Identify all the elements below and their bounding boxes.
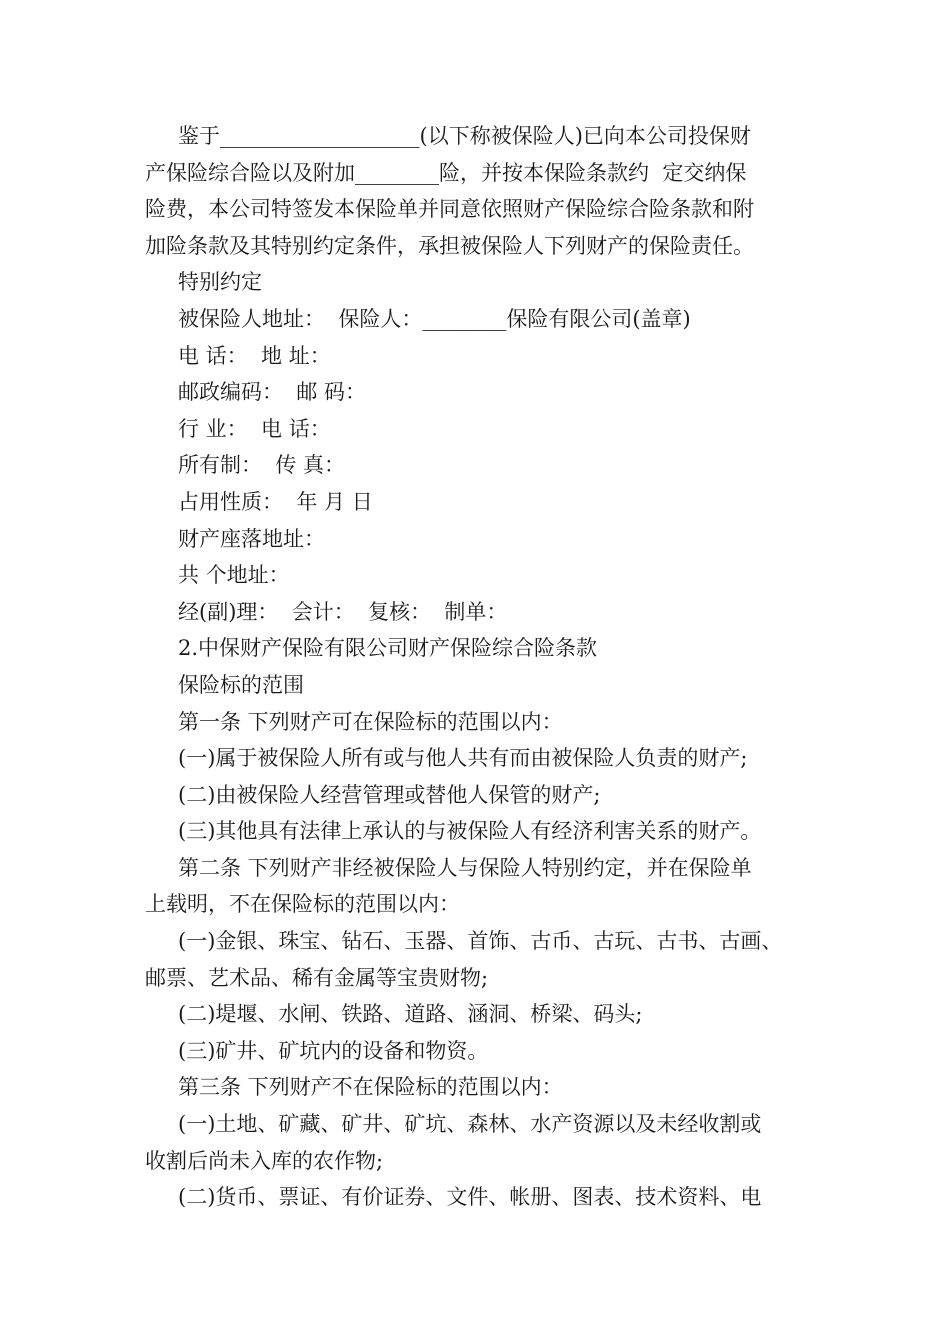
text-line: (二)由被保险人经营管理或替他人保管的财产; [178,782,601,807]
text-line: 行 业： 电 话： [178,416,331,441]
text-line: 共 个地址： [178,563,290,588]
text-line: 特别约定 [178,270,262,295]
text-line: 邮票、艺术品、稀有金属等宝贵财物; [145,965,489,990]
text-line: 鉴于___________________(以下称被保险人)已向本公司投保财 [178,124,751,148]
text-line: (二)货币、票证、有价证券、文件、帐册、图表、技术资料、电 [178,1185,762,1210]
text-line: (一)金银、珠宝、钻石、玉器、首饰、古币、古玩、古书、古画、 [178,929,783,954]
text-line: 收割后尚未入库的农作物; [145,1148,384,1173]
text-line: 第二条 下列财产非经被保险人与保险人特别约定，并在保险单 [178,855,752,880]
text-line: 加险条款及其特别约定条件，承担被保险人下列财产的保险责任。 [145,233,754,258]
text-line: 产保险综合险以及附加________险，并按本保险条款约 定交纳保 [145,160,747,185]
text-line: 上载明，不在保险标的范围以内： [145,892,460,917]
text-line: 所有制： 传 真： [178,453,346,478]
text-line: 电 话： 地 址： [178,343,331,368]
text-line: (三)其他具有法律上承认的与被保险人有经济利害关系的财产。 [178,819,762,844]
text-line: 邮政编码： 邮 码： [178,380,367,405]
text-line: 险费，本公司特签发本保险单并同意依照财产保险综合险条款和附 [145,197,754,222]
text-line: (二)堤堰、水闸、铁路、道路、涵洞、桥梁、码头; [178,1002,643,1027]
text-line: (一)属于被保险人所有或与他人共有而由被保险人负责的财产; [178,746,748,771]
text-line: (三)矿井、矿坑内的设备和物资。 [178,1038,489,1063]
text-line: (一)土地、矿藏、矿井、矿坑、森林、水产资源以及未经收割或 [178,1112,762,1137]
document-body [145,118,825,1216]
text-line: 第一条 下列财产可在保险标的范围以内： [178,709,563,734]
text-line: 占用性质： 年 月 日 [178,489,373,514]
text-line: 保险标的范围 [178,672,304,697]
text-line: 财产座落地址： [178,526,325,551]
text-line: 2.中保财产保险有限公司财产保险综合险条款 [178,636,598,661]
text-line: 第三条 下列财产不在保险标的范围以内： [178,1075,563,1100]
text-line: 经(副)理： 会计： 复核： 制单： [178,599,508,624]
text-line: 被保险人地址： 保险人：________保险有限公司(盖章) [178,306,691,331]
